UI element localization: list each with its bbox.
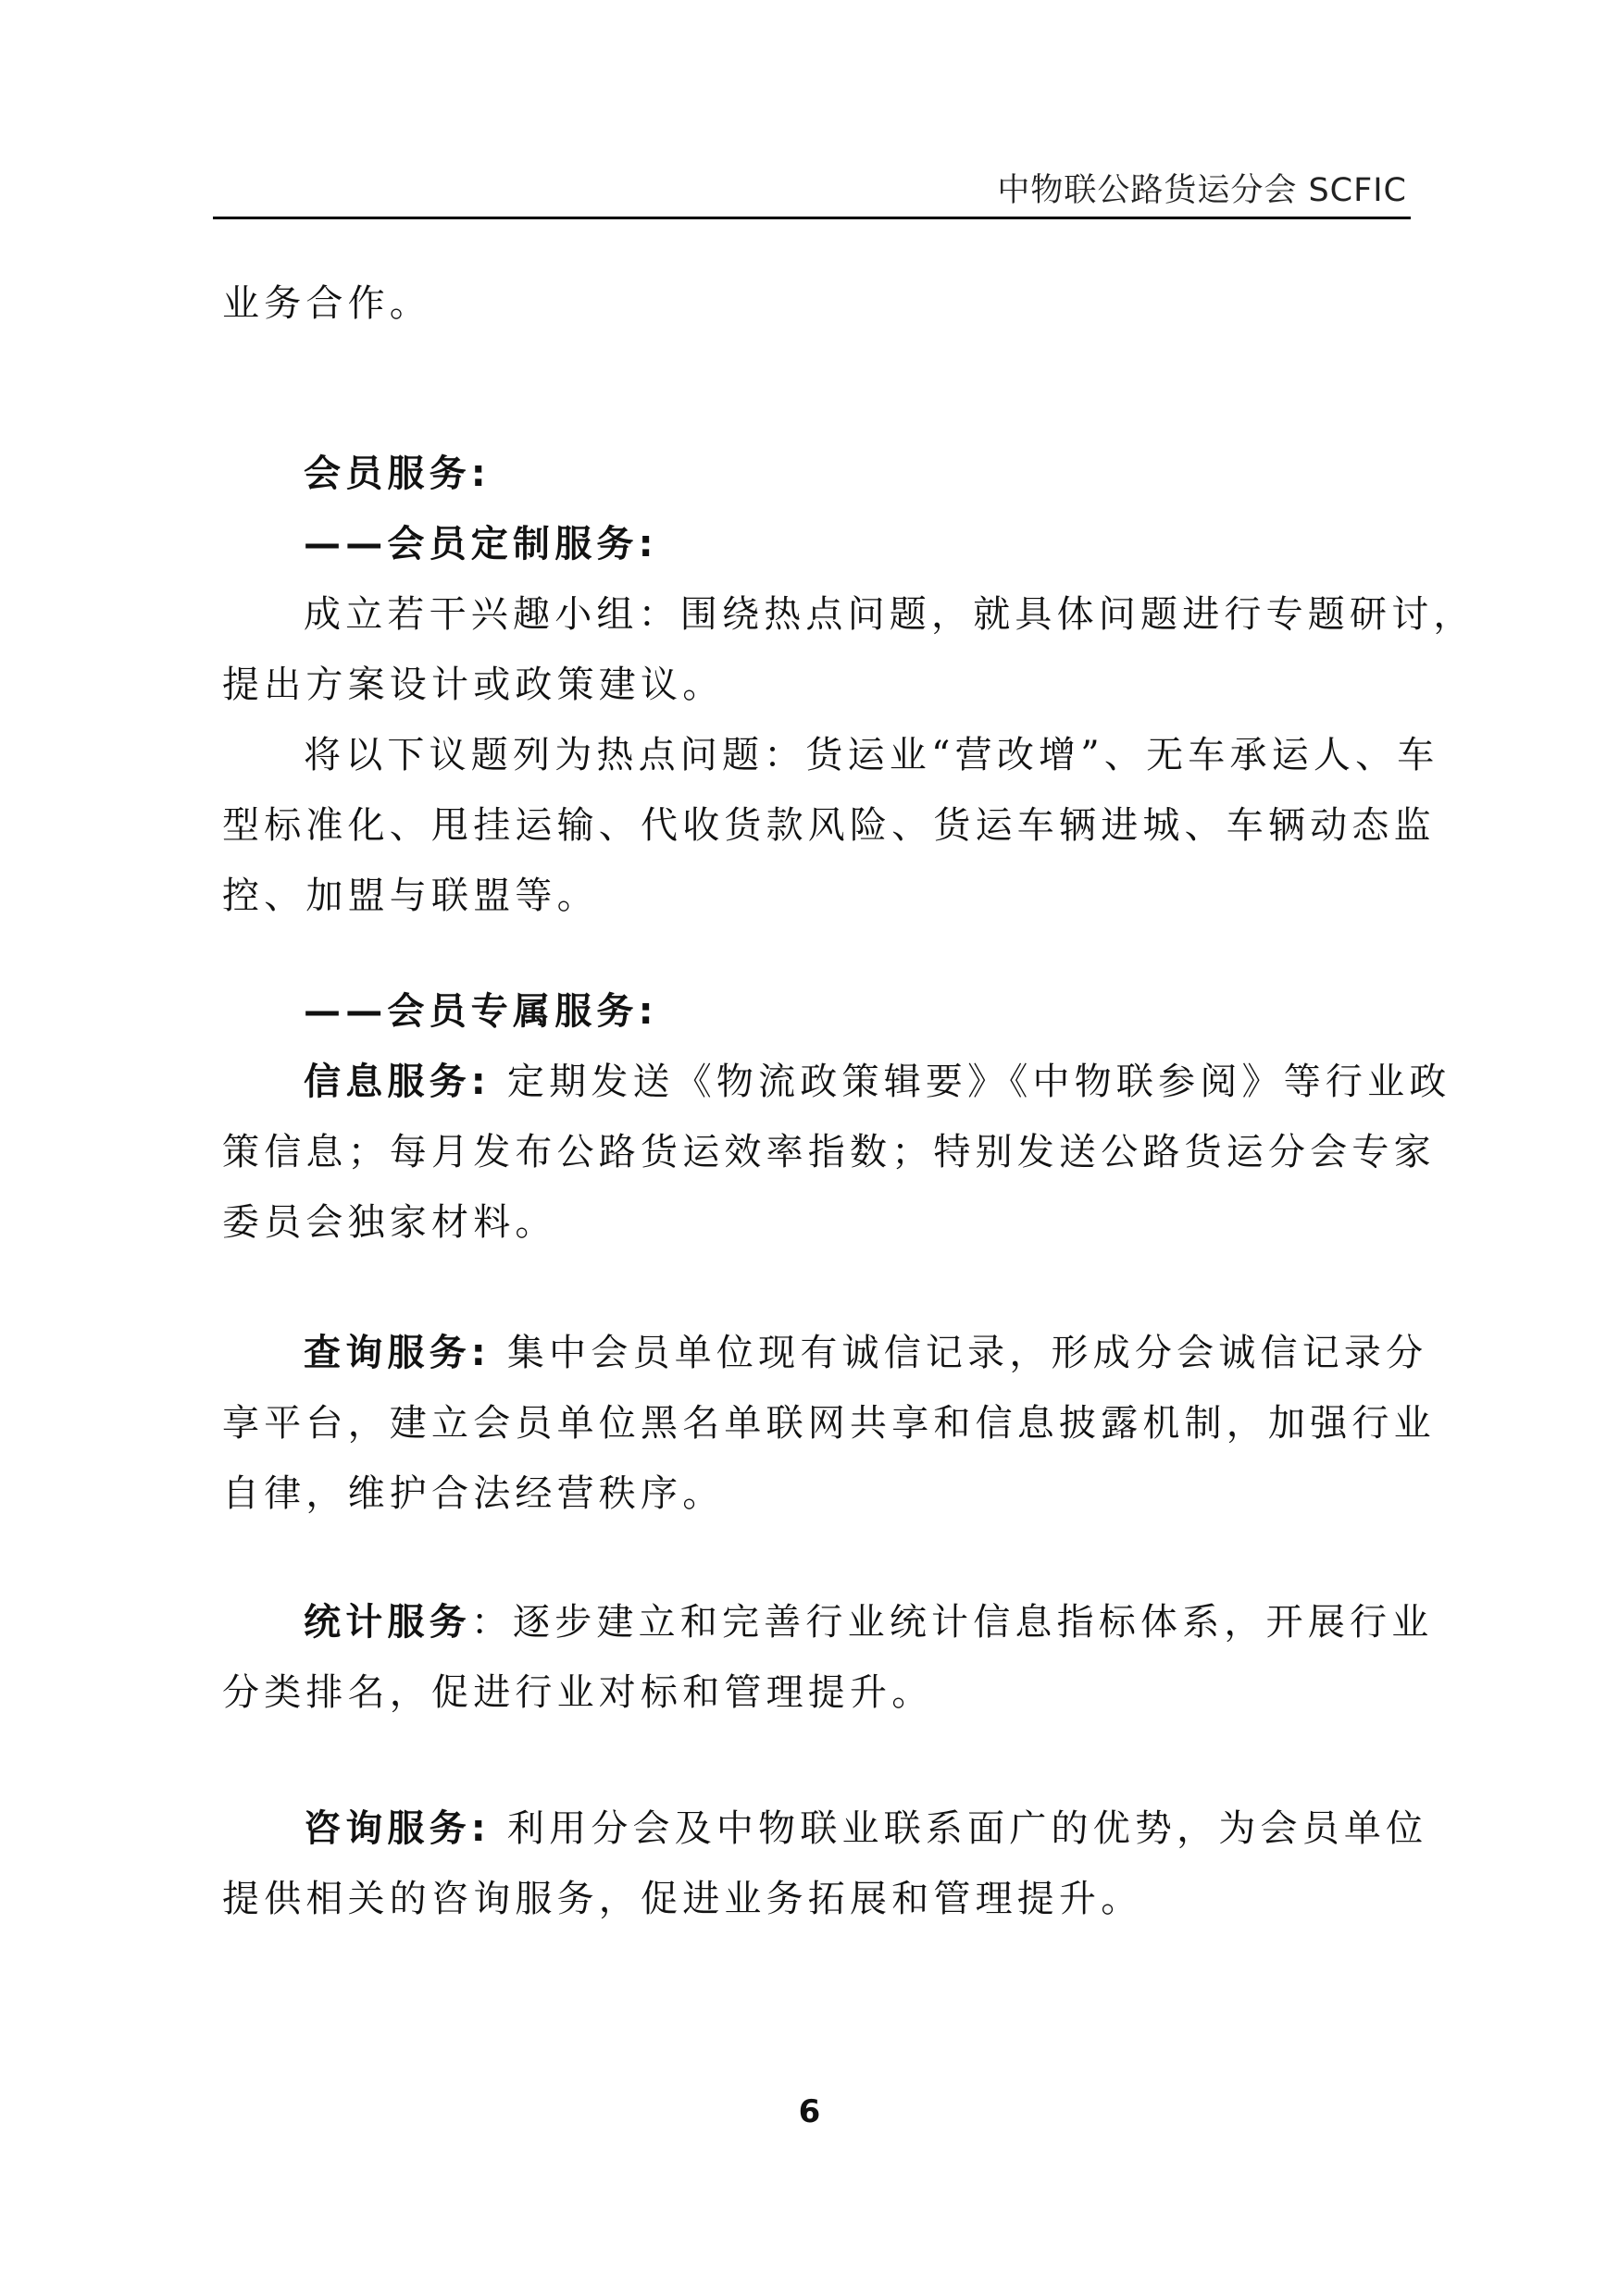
stats-service-line1 xyxy=(222,1587,1434,1657)
info-service-line2: 策信息；每月发布公路货运效率指数；特别发送公路货运分会专家 xyxy=(222,1131,1436,1173)
info-service-line3: 委员会独家材料。 xyxy=(222,1201,557,1244)
custom-para2-line1: 将以下议题列为热点问题：货运业“营改增”、无车承运人、车 xyxy=(304,734,1439,776)
page-number: 6 xyxy=(798,2093,821,2130)
info-service-label: 信息服务: xyxy=(304,1061,491,1103)
info-service-text1: 定期发送《物流政策辑要》《中物联参阅》等行业政 xyxy=(506,1061,1451,1103)
query-service-text1: 集中会员单位现有诚信记录，形成分会诚信记录分 xyxy=(506,1332,1428,1374)
consult-service-line2: 提供相关的咨询服务，促进业务拓展和管理提升。 xyxy=(222,1878,1143,1920)
consult-service-label: 咨询服务: xyxy=(304,1807,491,1850)
stats-service-line2: 分类排名，促进行业对标和管理提升。 xyxy=(222,1671,934,1714)
stats-service-paragraph xyxy=(222,1587,1434,1728)
info-service-line1 xyxy=(222,1047,1451,1117)
query-service-line2: 享平台，建立会员单位黑名单联网共享和信息披露机制，加强行业 xyxy=(222,1402,1436,1445)
stats-service-label: 统计服务 xyxy=(304,1601,471,1644)
custom-para2-line2: 型标准化、甩挂运输、代收货款风险、货运车辆进城、车辆动态监 xyxy=(222,804,1436,847)
query-service-label: 查询服务: xyxy=(304,1332,491,1374)
stats-service-text1: 逐步建立和完善行业统计信息指标体系，开展行业 xyxy=(513,1601,1434,1644)
exclusive-services-heading-block xyxy=(222,976,1451,1258)
page-header xyxy=(213,159,1411,219)
query-service-line1 xyxy=(222,1318,1428,1388)
exclusive-services-heading: ——会员专属服务: xyxy=(304,990,658,1033)
query-service-line3: 自律，维护合法经营秩序。 xyxy=(222,1472,725,1515)
custom-services-heading: ——会员定制服务: xyxy=(304,523,658,565)
custom-para2-line3: 控、加盟与联盟等。 xyxy=(222,875,599,917)
query-service-paragraph xyxy=(222,1318,1436,1529)
consult-service-text1: 利用分会及中物联业联系面广的优势，为会员单位 xyxy=(506,1807,1428,1850)
member-services-section xyxy=(222,439,1476,931)
member-services-heading: 会员服务: xyxy=(304,453,491,495)
stats-service-colon: ： xyxy=(470,1601,514,1644)
consult-service-paragraph xyxy=(222,1793,1428,1934)
custom-para1-line2: 提出方案设计或政策建议。 xyxy=(222,664,725,706)
continuation-text: 业务合作。 xyxy=(222,282,431,325)
header-title: 中物联公路货运分会 SCFIC xyxy=(997,172,1407,209)
consult-service-line1 xyxy=(222,1793,1428,1864)
continuation-paragraph xyxy=(222,268,1411,339)
custom-para1-line1: 成立若干兴趣小组：围绕热点问题，就具体问题进行专题研讨， xyxy=(304,593,1476,636)
